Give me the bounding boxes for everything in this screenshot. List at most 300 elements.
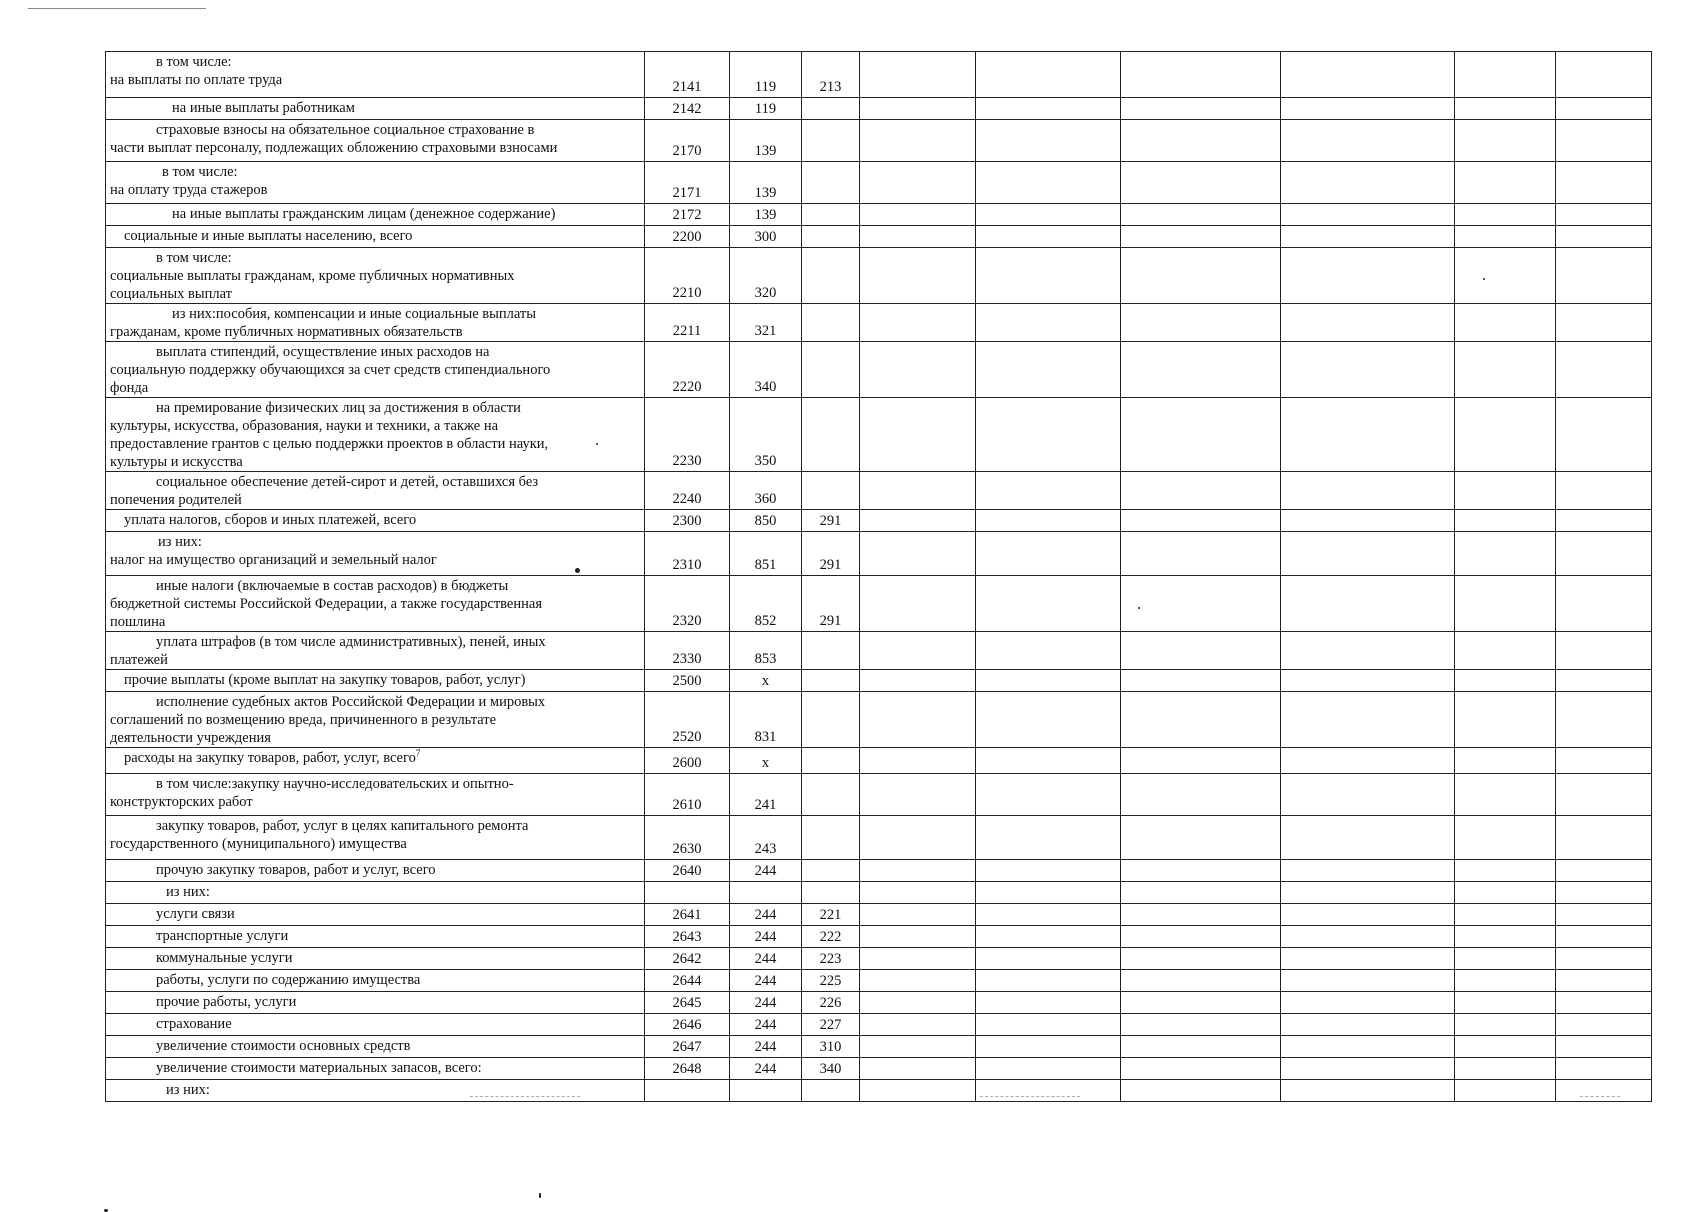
amount-cell — [1121, 860, 1281, 882]
table-row — [106, 748, 1652, 774]
kosgu-code-cell: 213 — [802, 52, 860, 98]
kvr-code-cell: 243 — [730, 816, 802, 860]
description-line: уплата налогов, сборов и иных платежей, всего — [124, 512, 417, 528]
amount-cell — [1121, 1014, 1281, 1036]
kosgu-code-cell — [802, 248, 860, 304]
description-line: увеличение стоимости основных средств — [156, 1038, 411, 1054]
amount-cell — [1556, 970, 1652, 992]
description-line: в том числе: — [156, 54, 232, 70]
amount-cell — [860, 748, 976, 774]
amount-cell — [1455, 970, 1556, 992]
row-description — [106, 510, 645, 532]
amount-cell — [976, 532, 1121, 576]
amount-cell — [976, 510, 1121, 532]
amount-cell — [1556, 1014, 1652, 1036]
amount-cell — [1455, 342, 1556, 398]
kosgu-code-cell: 222 — [802, 926, 860, 948]
line-code-cell: 2300 — [645, 510, 730, 532]
row-description — [106, 248, 645, 304]
amount-cell — [860, 816, 976, 860]
amount-cell — [1281, 882, 1455, 904]
amount-cell — [860, 472, 976, 510]
amount-cell — [860, 204, 976, 226]
amount-cell — [1455, 1036, 1556, 1058]
amount-cell — [1455, 632, 1556, 670]
amount-cell — [1556, 398, 1652, 472]
description-line: из них: — [158, 534, 202, 550]
table-row — [106, 52, 1652, 98]
amount-cell — [1455, 472, 1556, 510]
table-row — [106, 860, 1652, 882]
row-description — [106, 162, 645, 204]
description-line: на выплаты по оплате труда — [110, 72, 283, 88]
kvr-code-cell: 851 — [730, 532, 802, 576]
amount-cell — [1556, 948, 1652, 970]
kosgu-code-cell: 221 — [802, 904, 860, 926]
kvr-code-cell: 350 — [730, 398, 802, 472]
row-description — [106, 532, 645, 576]
line-code-cell: 2171 — [645, 162, 730, 204]
amount-cell — [1556, 882, 1652, 904]
kosgu-code-cell: 223 — [802, 948, 860, 970]
line-code-cell: 2230 — [645, 398, 730, 472]
table-row — [106, 774, 1652, 816]
amount-cell — [860, 948, 976, 970]
description-line: платежей — [110, 652, 168, 668]
kvr-code-cell: x — [730, 670, 802, 692]
table-row — [106, 248, 1652, 304]
kosgu-code-cell: 227 — [802, 1014, 860, 1036]
row-description — [106, 692, 645, 748]
line-code-cell: 2640 — [645, 860, 730, 882]
top-rule — [28, 8, 206, 9]
amount-cell — [860, 774, 976, 816]
amount-cell — [1556, 226, 1652, 248]
row-description — [106, 904, 645, 926]
amount-cell — [1556, 860, 1652, 882]
amount-cell — [976, 1058, 1121, 1080]
kvr-code-cell: 244 — [730, 1036, 802, 1058]
amount-cell — [1281, 1058, 1455, 1080]
kosgu-code-cell: 225 — [802, 970, 860, 992]
amount-cell — [976, 576, 1121, 632]
amount-cell — [860, 670, 976, 692]
description-line: прочие выплаты (кроме выплат на закупку товаров, работ, услуг) — [124, 672, 526, 688]
amount-cell — [1281, 304, 1455, 342]
kvr-code-cell: 321 — [730, 304, 802, 342]
amount-cell — [1556, 120, 1652, 162]
table-row — [106, 162, 1652, 204]
kosgu-code-cell — [802, 226, 860, 248]
amount-cell — [1281, 992, 1455, 1014]
table-row — [106, 926, 1652, 948]
line-code-cell: 2172 — [645, 204, 730, 226]
row-description — [106, 926, 645, 948]
kosgu-code-cell — [802, 816, 860, 860]
amount-cell — [1121, 248, 1281, 304]
description-line: социальное обеспечение детей-сирот и детей, оставшихся без — [156, 474, 539, 490]
amount-cell — [976, 860, 1121, 882]
kosgu-code-cell — [802, 632, 860, 670]
description-line: культуры, искусства, образования, науки и техники, а также на — [110, 418, 499, 434]
amount-cell — [1281, 398, 1455, 472]
table-row — [106, 532, 1652, 576]
amount-cell — [1455, 992, 1556, 1014]
amount-cell — [976, 162, 1121, 204]
description-line: страховые взносы на обязательное социальное страхование в — [156, 122, 535, 138]
table-row — [106, 692, 1652, 748]
kosgu-code-cell — [802, 670, 860, 692]
table-row — [106, 1036, 1652, 1058]
row-description — [106, 226, 645, 248]
amount-cell — [1281, 1036, 1455, 1058]
amount-cell — [1121, 472, 1281, 510]
amount-cell — [860, 98, 976, 120]
kosgu-code-cell — [802, 1080, 860, 1102]
table-row — [106, 398, 1652, 472]
amount-cell — [1281, 576, 1455, 632]
amount-cell — [976, 304, 1121, 342]
kvr-code-cell: 340 — [730, 342, 802, 398]
table-row — [106, 510, 1652, 532]
amount-cell — [1455, 774, 1556, 816]
description-line: социальные и иные выплаты населению, всего — [124, 228, 413, 244]
amount-cell — [860, 992, 976, 1014]
description-line: предоставление грантов с целью поддержки проектов в области науки, — [110, 436, 549, 452]
row-description — [106, 576, 645, 632]
amount-cell — [1281, 860, 1455, 882]
kvr-code-cell — [730, 1080, 802, 1102]
line-code-cell: 2630 — [645, 816, 730, 860]
description-line: работы, услуги по содержанию имущества — [156, 972, 421, 988]
amount-cell — [976, 926, 1121, 948]
amount-cell — [860, 632, 976, 670]
amount-cell — [860, 926, 976, 948]
scan-dash — [980, 1096, 1080, 1097]
line-code-cell — [645, 1080, 730, 1102]
amount-cell — [1455, 304, 1556, 342]
amount-cell — [1556, 1058, 1652, 1080]
description-line: культуры и искусства — [110, 454, 243, 470]
line-code-cell: 2641 — [645, 904, 730, 926]
amount-cell — [1556, 904, 1652, 926]
amount-cell — [976, 748, 1121, 774]
amount-cell — [1556, 472, 1652, 510]
description-line: социальных выплат — [110, 286, 232, 302]
description-line: гражданам, кроме публичных нормативных обязательств — [110, 324, 463, 340]
amount-cell — [1121, 120, 1281, 162]
amount-cell — [1121, 1080, 1281, 1102]
amount-cell — [1455, 204, 1556, 226]
description-line: на иные выплаты гражданским лицам (денежное содержание) — [172, 206, 556, 222]
line-code-cell: 2600 — [645, 748, 730, 774]
kvr-code-cell: 119 — [730, 98, 802, 120]
kvr-code-cell: 850 — [730, 510, 802, 532]
description-line: пошлина — [110, 614, 166, 630]
scan-speck — [1483, 278, 1485, 280]
amount-cell — [860, 1014, 976, 1036]
kosgu-code-cell — [802, 342, 860, 398]
line-code-cell: 2220 — [645, 342, 730, 398]
amount-cell — [1556, 1080, 1652, 1102]
amount-cell — [1455, 904, 1556, 926]
amount-cell — [860, 162, 976, 204]
amount-cell — [1455, 1058, 1556, 1080]
row-description — [106, 992, 645, 1014]
kosgu-code-cell: 291 — [802, 510, 860, 532]
amount-cell — [1556, 304, 1652, 342]
kvr-code-cell: 244 — [730, 1014, 802, 1036]
amount-cell — [860, 904, 976, 926]
amount-cell — [1556, 532, 1652, 576]
amount-cell — [1556, 98, 1652, 120]
footnote-marker: 7 — [415, 749, 421, 759]
amount-cell — [1281, 816, 1455, 860]
amount-cell — [1121, 98, 1281, 120]
table-body — [106, 52, 1652, 1102]
line-code-cell: 2642 — [645, 948, 730, 970]
amount-cell — [1455, 670, 1556, 692]
amount-cell — [1121, 748, 1281, 774]
amount-cell — [1455, 1080, 1556, 1102]
amount-cell — [1281, 926, 1455, 948]
amount-cell — [1455, 52, 1556, 98]
table-row — [106, 632, 1652, 670]
amount-cell — [860, 342, 976, 398]
amount-cell — [1121, 904, 1281, 926]
scan-dash — [470, 1096, 580, 1097]
description-line: увеличение стоимости материальных запасов, всего: — [156, 1060, 482, 1076]
kvr-code-cell: 244 — [730, 948, 802, 970]
amount-cell — [976, 398, 1121, 472]
kosgu-code-cell — [802, 472, 860, 510]
amount-cell — [1455, 98, 1556, 120]
kosgu-code-cell — [802, 692, 860, 748]
description-line: государственного (муниципального) имущества — [110, 836, 407, 852]
line-code-cell: 2310 — [645, 532, 730, 576]
amount-cell — [1121, 992, 1281, 1014]
amount-cell — [1121, 398, 1281, 472]
amount-cell — [1556, 342, 1652, 398]
row-description — [106, 1080, 645, 1102]
amount-cell — [1556, 670, 1652, 692]
line-code-cell: 2211 — [645, 304, 730, 342]
amount-cell — [1455, 882, 1556, 904]
amount-cell — [1121, 948, 1281, 970]
amount-cell — [976, 226, 1121, 248]
description-line: из них: — [166, 1082, 210, 1098]
kvr-code-cell: 119 — [730, 52, 802, 98]
table-row — [106, 472, 1652, 510]
description-line: коммунальные услуги — [156, 950, 293, 966]
table-row — [106, 120, 1652, 162]
amount-cell — [1281, 52, 1455, 98]
table-row — [106, 1080, 1652, 1102]
kvr-code-cell: 244 — [730, 860, 802, 882]
row-description — [106, 304, 645, 342]
amount-cell — [1455, 692, 1556, 748]
amount-cell — [1455, 926, 1556, 948]
amount-cell — [976, 670, 1121, 692]
description-line: расходы на закупку товаров, работ, услуг, всего$^7$ — [124, 749, 421, 766]
amount-cell — [1556, 248, 1652, 304]
description-line: транспортные услуги — [156, 928, 289, 944]
description-line: налог на имущество организаций и земельный налог — [110, 552, 437, 568]
amount-cell — [1121, 52, 1281, 98]
amount-cell — [976, 970, 1121, 992]
amount-cell — [976, 120, 1121, 162]
description-line: иные налоги (включаемые в состав расходов) в бюджеты — [156, 578, 509, 594]
line-code-cell: 2520 — [645, 692, 730, 748]
row-description — [106, 120, 645, 162]
kvr-code-cell: 320 — [730, 248, 802, 304]
line-code-cell: 2648 — [645, 1058, 730, 1080]
kvr-code-cell: 852 — [730, 576, 802, 632]
amount-cell — [976, 1080, 1121, 1102]
kosgu-code-cell — [802, 304, 860, 342]
row-description — [106, 398, 645, 472]
amount-cell — [1281, 162, 1455, 204]
table-row — [106, 342, 1652, 398]
table-row — [106, 670, 1652, 692]
kosgu-code-cell — [802, 860, 860, 882]
description-line: фонда — [110, 380, 149, 396]
amount-cell — [1121, 670, 1281, 692]
amount-cell — [976, 204, 1121, 226]
amount-cell — [1281, 670, 1455, 692]
kosgu-code-cell — [802, 98, 860, 120]
table-row — [106, 904, 1652, 926]
amount-cell — [1121, 882, 1281, 904]
amount-cell — [1281, 904, 1455, 926]
row-description — [106, 882, 645, 904]
amount-cell — [1281, 472, 1455, 510]
description-line: конструкторских работ — [110, 794, 253, 810]
amount-cell — [1281, 1014, 1455, 1036]
table-row — [106, 948, 1652, 970]
amount-cell — [1556, 992, 1652, 1014]
line-code-cell: 2240 — [645, 472, 730, 510]
line-code-cell: 2646 — [645, 1014, 730, 1036]
description-line: из них: — [166, 884, 210, 900]
amount-cell — [1121, 1036, 1281, 1058]
amount-cell — [1455, 226, 1556, 248]
line-code-cell: 2141 — [645, 52, 730, 98]
amount-cell — [976, 1036, 1121, 1058]
row-description — [106, 860, 645, 882]
row-description — [106, 970, 645, 992]
amount-cell — [1556, 52, 1652, 98]
row-description — [106, 1058, 645, 1080]
description-line: исполнение судебных актов Российской Федерации и мировых — [156, 694, 546, 710]
amount-cell — [860, 1080, 976, 1102]
amount-cell — [860, 532, 976, 576]
amount-cell — [976, 948, 1121, 970]
description-line: в том числе:закупку научно-исследовательских и опытно- — [156, 776, 514, 792]
kosgu-code-cell — [802, 398, 860, 472]
description-line: прочую закупку товаров, работ и услуг, всего — [156, 862, 436, 878]
amount-cell — [1556, 576, 1652, 632]
row-description — [106, 98, 645, 120]
row-description — [106, 52, 645, 98]
kosgu-code-cell: 291 — [802, 532, 860, 576]
amount-cell — [1556, 1036, 1652, 1058]
amount-cell — [1281, 98, 1455, 120]
row-description — [106, 472, 645, 510]
amount-cell — [1121, 304, 1281, 342]
kosgu-code-cell — [802, 748, 860, 774]
table-row — [106, 1058, 1652, 1080]
description-line: из них:пособия, компенсации и иные социальные выплаты — [172, 306, 537, 322]
amount-cell — [1121, 342, 1281, 398]
table-row — [106, 98, 1652, 120]
amount-cell — [860, 1036, 976, 1058]
amount-cell — [1281, 692, 1455, 748]
line-code-cell: 2645 — [645, 992, 730, 1014]
amount-cell — [976, 52, 1121, 98]
table-row — [106, 1014, 1652, 1036]
kvr-code-cell: 853 — [730, 632, 802, 670]
description-line: части выплат персоналу, подлежащих обложению страховыми взносами — [110, 140, 558, 156]
table-row — [106, 970, 1652, 992]
amount-cell — [1556, 692, 1652, 748]
amount-cell — [860, 398, 976, 472]
description-line: услуги связи — [156, 906, 235, 922]
kvr-code-cell: 300 — [730, 226, 802, 248]
kosgu-code-cell — [802, 882, 860, 904]
description-line: уплата штрафов (в том числе административных), пеней, иных — [156, 634, 546, 650]
amount-cell — [860, 576, 976, 632]
kosgu-code-cell — [802, 204, 860, 226]
amount-cell — [1121, 774, 1281, 816]
amount-cell — [976, 632, 1121, 670]
row-description — [106, 1014, 645, 1036]
description-line: социальную поддержку обучающихся за счет средств стипендиального — [110, 362, 551, 378]
description-line: на оплату труда стажеров — [110, 182, 268, 198]
description-line: в том числе: — [156, 250, 232, 266]
row-description — [106, 670, 645, 692]
amount-cell — [860, 860, 976, 882]
description-line: на премирование физических лиц за достижения в области — [156, 400, 521, 416]
amount-cell — [976, 98, 1121, 120]
kvr-code-cell: 244 — [730, 926, 802, 948]
amount-cell — [1281, 948, 1455, 970]
amount-cell — [860, 1058, 976, 1080]
amount-cell — [1281, 748, 1455, 774]
kvr-code-cell: 831 — [730, 692, 802, 748]
table-row — [106, 204, 1652, 226]
amount-cell — [1281, 510, 1455, 532]
kosgu-code-cell — [802, 162, 860, 204]
kvr-code-cell: 139 — [730, 204, 802, 226]
amount-cell — [1455, 748, 1556, 774]
scan-speck — [539, 1193, 541, 1198]
amount-cell — [976, 774, 1121, 816]
amount-cell — [860, 248, 976, 304]
row-description — [106, 1036, 645, 1058]
kvr-code-cell — [730, 882, 802, 904]
amount-cell — [1121, 970, 1281, 992]
amount-cell — [976, 904, 1121, 926]
line-code-cell — [645, 882, 730, 904]
amount-cell — [860, 304, 976, 342]
amount-cell — [1281, 1080, 1455, 1102]
amount-cell — [1121, 510, 1281, 532]
amount-cell — [1281, 342, 1455, 398]
amount-cell — [1121, 632, 1281, 670]
amount-cell — [1121, 204, 1281, 226]
amount-cell — [1281, 248, 1455, 304]
